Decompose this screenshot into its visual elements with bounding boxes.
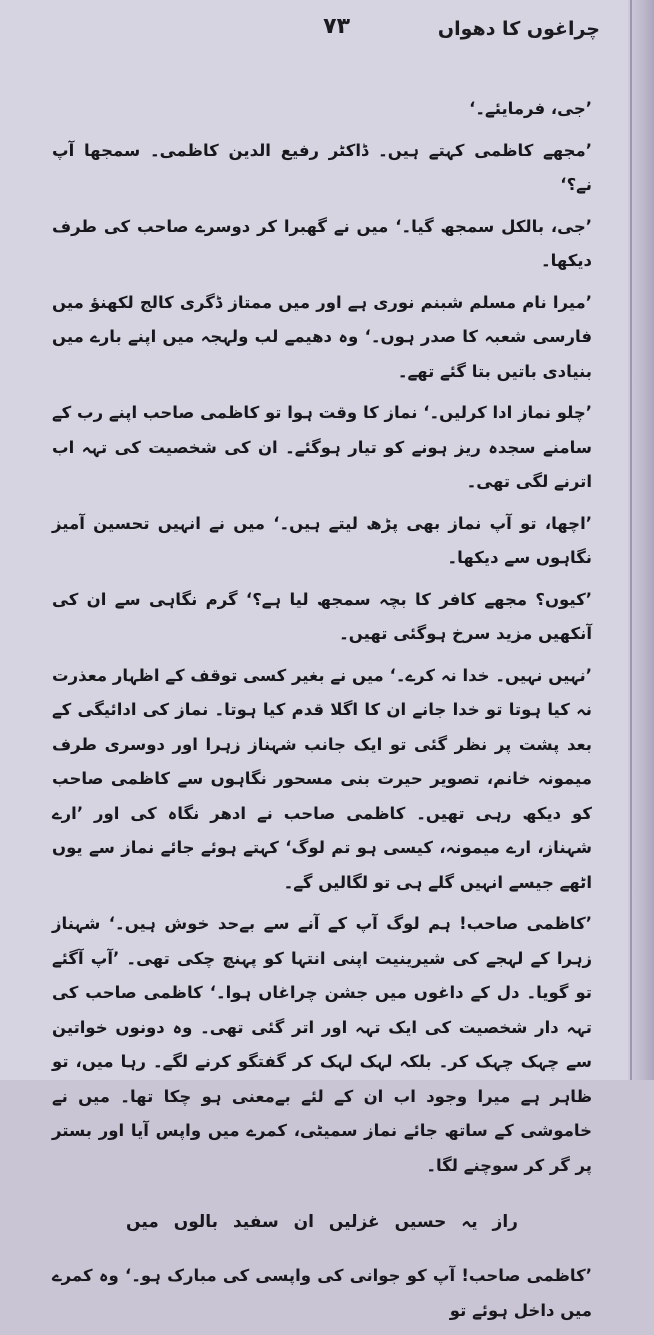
paragraph: ’جی، بالکل سمجھ گیا۔‘ میں نے گھبرا کر دوسرے صاحب کی طرف دیکھا۔	[52, 216, 592, 270]
paragraph: ’نہیں نہیں۔ خدا نہ کرے۔‘ میں نے بغیر کسی توقف کے اظہار معذرت نہ کیا ہوتا تو خدا جانے ان کا اگلا قدم کیا ہوتا۔ نماز کی ادائیگی کے بعد پشت پر نظر گئی تو ایک جانب شہناز زہرا اور دوسری طرف میمونہ خانم، تصویر حیرت بنی مسحور نگاہوں سے کاظمی صاحب کو دیکھ رہی تھیں۔ کاظمی صاحب نے ادھر نگاہ کی اور ’ارے شہناز، ارے میمونہ، کیسی ہو تم لوگ‘ کہتے ہوئے جائے نماز سے یوں اٹھے جیسے انہیں گلے ہی تو لگالیں گے۔	[52, 665, 592, 892]
closing-paragraph: ’کاظمی صاحب! آپ کو جوانی کی واپسی کی مبارک ہو۔‘ وہ کمرے میں داخل ہوئے تو	[52, 1266, 592, 1320]
paragraph: ’مجھے کاظمی کہتے ہیں۔ ڈاکٹر رفیع الدین کاظمی۔ سمجھا آپ نے؟‘	[52, 140, 592, 194]
book-title: چراغوں کا دھواں	[437, 18, 600, 40]
paragraph: ’چلو نماز ادا کرلیں۔‘ نماز کا وقت ہوا تو کاظمی صاحب اپنے رب کے سامنے سجدہ ریز ہونے کو تیار ہوگئے۔ ان کی شخصیت کی تہہ اب اترنے لگی تھی۔	[52, 403, 592, 491]
page-number: ۷۳	[323, 14, 350, 39]
paragraph: ’کاظمی صاحب! ہم لوگ آپ کے آنے سے بےحد خوش ہیں۔‘ شہناز زہرا کے لہجے کی شیرینیت اپنی انتہا کو پہنچ چکی تھی۔ ’آپ آگئے تو گویا۔ دل کے داغوں میں جشن چراغاں ہوا۔‘ کاظمی صاحب کی تہہ دار شخصیت کی ایک تہہ اور اتر گئی تھی۔ وہ دونوں خواتین سے چہک چہک کر۔ بلکہ لہک لہک کر گفتگو کرنے لگے۔ رہا میں، تو ظاہر ہے میرا وجود اب ان کے لئے بےمعنی ہو چکا تھا۔ میں نے خاموشی کے ساتھ جائے نماز سمیٹی، کمرے میں واپس آیا اور بستر پر گر کر سوچنے لگا۔	[52, 914, 592, 1175]
body-text	[52, 92, 592, 1335]
page-fold-line	[630, 0, 632, 1080]
page-header	[60, 14, 600, 54]
verse-line: راز یہ حسیں غزلیں ان سفید بالوں میں	[126, 1212, 518, 1232]
paragraph: ’اچھا، تو آپ نماز بھی پڑھ لیتے ہیں۔‘ میں نے انہیں تحسین آمیز نگاہوں سے دیکھا۔	[52, 513, 592, 567]
paragraph: ’کیوں؟ مجھے کافر کا بچہ سمجھ لیا ہے؟‘ گرم نگاہی سے ان کی آنکھیں مزید سرخ ہوگئی تھیں۔	[52, 589, 592, 643]
paragraph: ’میرا نام مسلم شبنم نوری ہے اور میں ممتاز ڈگری کالج لکھنؤ میں فارسی شعبہ کا صدر ہوں۔‘ وہ دھیمے لب ولہجہ میں اپنے بارے میں بنیادی باتیں بتا گئے تھے۔	[52, 292, 592, 381]
paragraph: ’جی، فرمایئے۔‘	[469, 99, 592, 118]
